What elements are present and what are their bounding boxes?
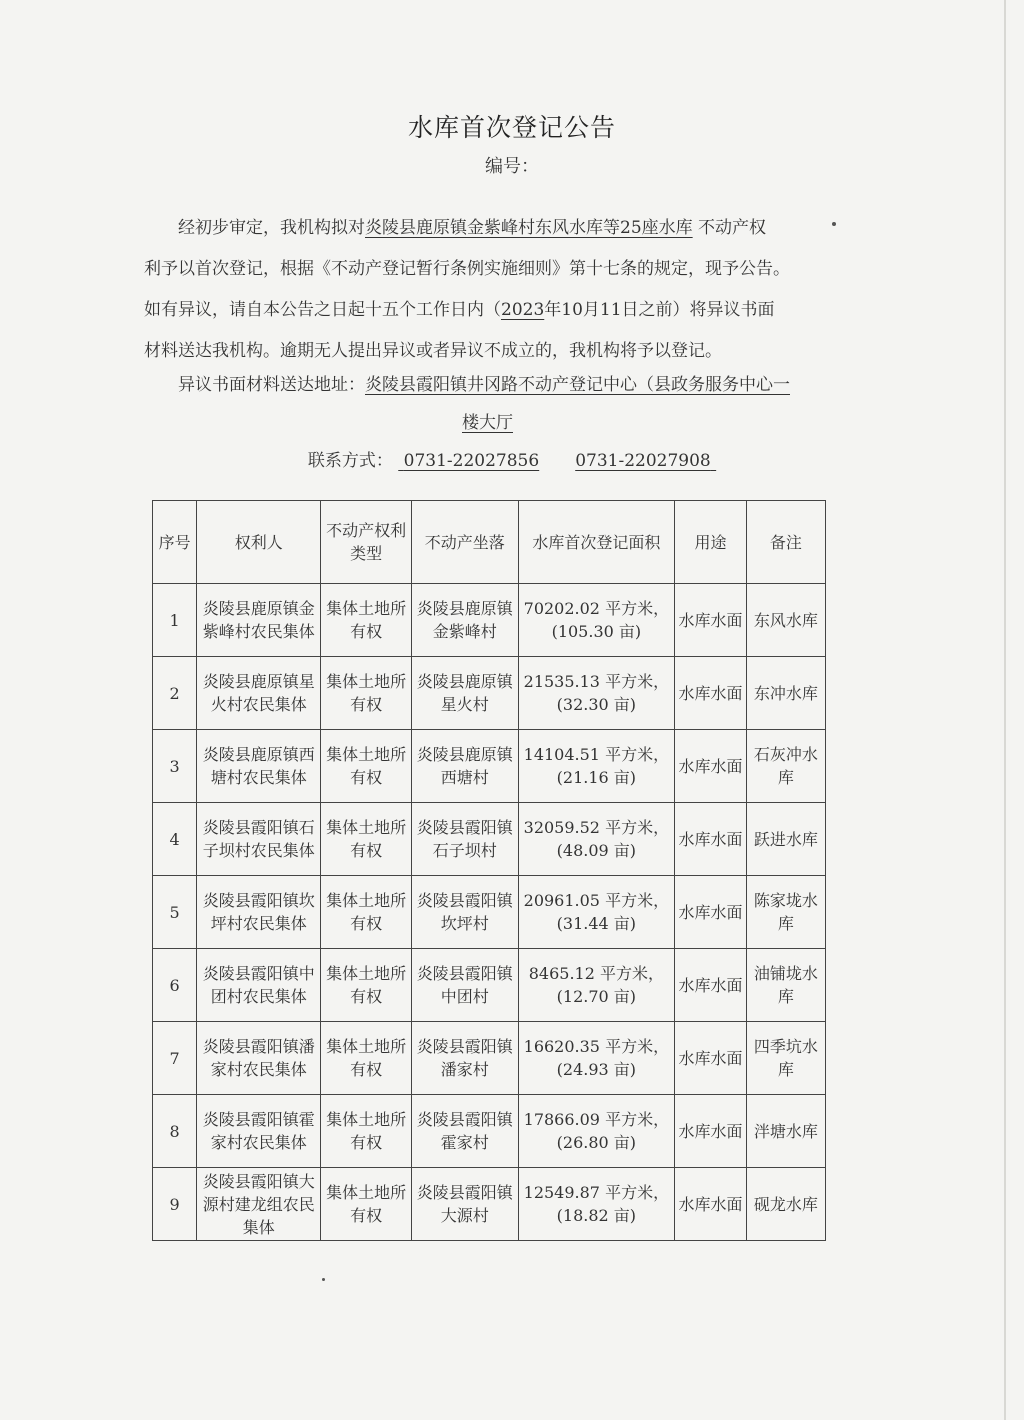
address-line-1 <box>144 366 844 404</box>
header-use: 用途 <box>675 501 746 584</box>
row-area <box>518 1095 675 1168</box>
deadline-year: 2023 <box>501 300 545 320</box>
contact-phones <box>398 451 716 471</box>
header-owner: 权利人 <box>197 501 321 584</box>
row-no: 8 <box>153 1095 197 1168</box>
row-area <box>518 657 675 730</box>
row-note: 泮塘水库 <box>746 1095 825 1168</box>
body-suffix: 不动产权 <box>698 218 767 238</box>
header-no: 序号 <box>153 501 197 584</box>
row-type: 集体土地所有权 <box>321 730 412 803</box>
row-no: 2 <box>153 657 197 730</box>
row-owner: 炎陵县霞阳镇坎坪村农民集体 <box>197 876 321 949</box>
row-owner: 炎陵县霞阳镇大源村建龙组农民集体 <box>197 1168 321 1241</box>
row-use: 水库水面 <box>675 730 746 803</box>
area-mu: (105.30 亩) <box>551 622 642 641</box>
row-type: 集体土地所有权 <box>321 657 412 730</box>
table-row <box>153 657 826 730</box>
area-mu: (26.80 亩) <box>556 1133 637 1152</box>
row-use: 水库水面 <box>675 876 746 949</box>
row-note: 石灰冲水库 <box>746 730 825 803</box>
body-line-2: 利予以首次登记，根据《不动产登记暂行条例实施细则》第十七条的规定，现予公告。 <box>144 259 790 279</box>
row-type: 集体土地所有权 <box>321 1022 412 1095</box>
contact-phone-1: 0731-22027856 <box>403 451 540 471</box>
row-location: 炎陵县霞阳镇霍家村 <box>412 1095 518 1168</box>
scan-speck <box>832 222 836 226</box>
row-note: 四季坑水库 <box>746 1022 825 1095</box>
row-type: 集体土地所有权 <box>321 803 412 876</box>
registration-subject: 炎陵县鹿原镇金紫峰村东风水库等25座水库 <box>365 218 693 238</box>
row-use: 水库水面 <box>675 1095 746 1168</box>
row-note: 跃进水库 <box>746 803 825 876</box>
area-mu: (31.44 亩) <box>556 914 637 933</box>
scan-speck <box>322 1278 325 1281</box>
serial-number-label: 编号： <box>485 156 539 177</box>
row-area <box>518 730 675 803</box>
row-no: 1 <box>153 584 197 657</box>
area-sqm: 20961.05 平方米， <box>523 891 670 910</box>
row-no: 7 <box>153 1022 197 1095</box>
row-note: 砚龙水库 <box>746 1168 825 1241</box>
area-sqm: 12549.87 平方米， <box>523 1183 670 1202</box>
area-mu: (48.09 亩) <box>556 841 637 860</box>
notice-title: 水库首次登记公告 <box>407 113 616 142</box>
row-location: 炎陵县鹿原镇星火村 <box>412 657 518 730</box>
deadline-prefix: 如有异议，请自本公告之日起十五个工作日内（ <box>144 300 501 320</box>
row-use: 水库水面 <box>675 584 746 657</box>
page-edge <box>1004 0 1006 1420</box>
header-note: 备注 <box>746 501 825 584</box>
table-row <box>153 1095 826 1168</box>
table-row <box>153 949 826 1022</box>
row-location: 炎陵县霞阳镇石子坝村 <box>412 803 518 876</box>
row-no: 3 <box>153 730 197 803</box>
table-row <box>153 876 826 949</box>
row-area <box>518 876 675 949</box>
table-row <box>153 803 826 876</box>
table-row <box>153 1022 826 1095</box>
row-location: 炎陵县霞阳镇坎坪村 <box>412 876 518 949</box>
objection-address <box>144 366 844 442</box>
address-label: 异议书面材料送达地址： <box>178 375 365 395</box>
area-mu: (32.30 亩) <box>556 695 637 714</box>
contact-label: 联系方式： <box>307 451 393 471</box>
area-sqm: 16620.35 平方米， <box>523 1037 670 1056</box>
registration-table <box>152 500 826 1241</box>
header-location: 不动产坐落 <box>412 501 518 584</box>
row-location: 炎陵县霞阳镇潘家村 <box>412 1022 518 1095</box>
row-owner: 炎陵县鹿原镇星火村农民集体 <box>197 657 321 730</box>
row-note: 东风水库 <box>746 584 825 657</box>
row-area <box>518 584 675 657</box>
row-no: 6 <box>153 949 197 1022</box>
body-line-4: 材料送达我机构。逾期无人提出异议或者异议不成立的，我机构将予以登记。 <box>144 341 722 361</box>
row-use: 水库水面 <box>675 803 746 876</box>
table-row <box>153 584 826 657</box>
row-type: 集体土地所有权 <box>321 1168 412 1241</box>
row-owner: 炎陵县鹿原镇金紫峰村农民集体 <box>197 584 321 657</box>
row-location: 炎陵县霞阳镇中团村 <box>412 949 518 1022</box>
row-area <box>518 1168 675 1241</box>
area-mu: (24.93 亩) <box>556 1060 637 1079</box>
row-note: 东冲水库 <box>746 657 825 730</box>
row-location: 炎陵县鹿原镇金紫峰村 <box>412 584 518 657</box>
row-area <box>518 1022 675 1095</box>
row-note: 油铺垅水库 <box>746 949 825 1022</box>
row-owner: 炎陵县霞阳镇潘家村农民集体 <box>197 1022 321 1095</box>
row-no: 9 <box>153 1168 197 1241</box>
body-prefix: 经初步审定，我机构拟对 <box>178 218 365 238</box>
table-row <box>153 730 826 803</box>
row-type: 集体土地所有权 <box>321 949 412 1022</box>
row-use: 水库水面 <box>675 949 746 1022</box>
row-owner: 炎陵县霞阳镇中团村农民集体 <box>197 949 321 1022</box>
row-owner: 炎陵县霞阳镇石子坝村农民集体 <box>197 803 321 876</box>
area-sqm: 70202.02 平方米， <box>523 599 670 618</box>
row-type: 集体土地所有权 <box>321 584 412 657</box>
row-area <box>518 949 675 1022</box>
area-sqm: 21535.13 平方米， <box>523 672 670 691</box>
row-owner: 炎陵县鹿原镇西塘村农民集体 <box>197 730 321 803</box>
deadline-date: 年10月11日之前）将异议书面 <box>544 300 775 320</box>
contact-phone-2: 0731-22027908 <box>575 451 711 471</box>
area-sqm: 17866.09 平方米， <box>523 1110 670 1129</box>
row-note: 陈家垅水库 <box>746 876 825 949</box>
row-type: 集体土地所有权 <box>321 876 412 949</box>
area-sqm: 32059.52 平方米， <box>523 818 670 837</box>
row-location: 炎陵县霞阳镇大源村 <box>412 1168 518 1241</box>
area-sqm: 8465.12 平方米， <box>528 964 664 983</box>
area-mu: (21.16 亩) <box>556 768 637 787</box>
area-mu: (12.70 亩) <box>556 987 637 1006</box>
address-value-cont: 楼大厅 <box>462 413 513 433</box>
contact-info <box>0 446 1024 471</box>
row-type: 集体土地所有权 <box>321 1095 412 1168</box>
row-use: 水库水面 <box>675 1022 746 1095</box>
notice-body <box>144 208 844 372</box>
row-owner: 炎陵县霞阳镇霍家村农民集体 <box>197 1095 321 1168</box>
address-line-2 <box>144 404 844 442</box>
row-location: 炎陵县鹿原镇西塘村 <box>412 730 518 803</box>
row-no: 4 <box>153 803 197 876</box>
header-type: 不动产权利类型 <box>321 501 412 584</box>
table-header-row <box>153 501 826 584</box>
address-value: 炎陵县霞阳镇井冈路不动产登记中心（县政务服务中心一 <box>365 375 790 395</box>
body-line-3 <box>144 290 844 331</box>
row-no: 5 <box>153 876 197 949</box>
area-sqm: 14104.51 平方米， <box>523 745 670 764</box>
body-line-1 <box>144 208 844 249</box>
row-use: 水库水面 <box>675 1168 746 1241</box>
row-area <box>518 803 675 876</box>
area-mu: (18.82 亩) <box>556 1206 637 1225</box>
header-area: 水库首次登记面积 <box>518 501 675 584</box>
table-row <box>153 1168 826 1241</box>
row-use: 水库水面 <box>675 657 746 730</box>
